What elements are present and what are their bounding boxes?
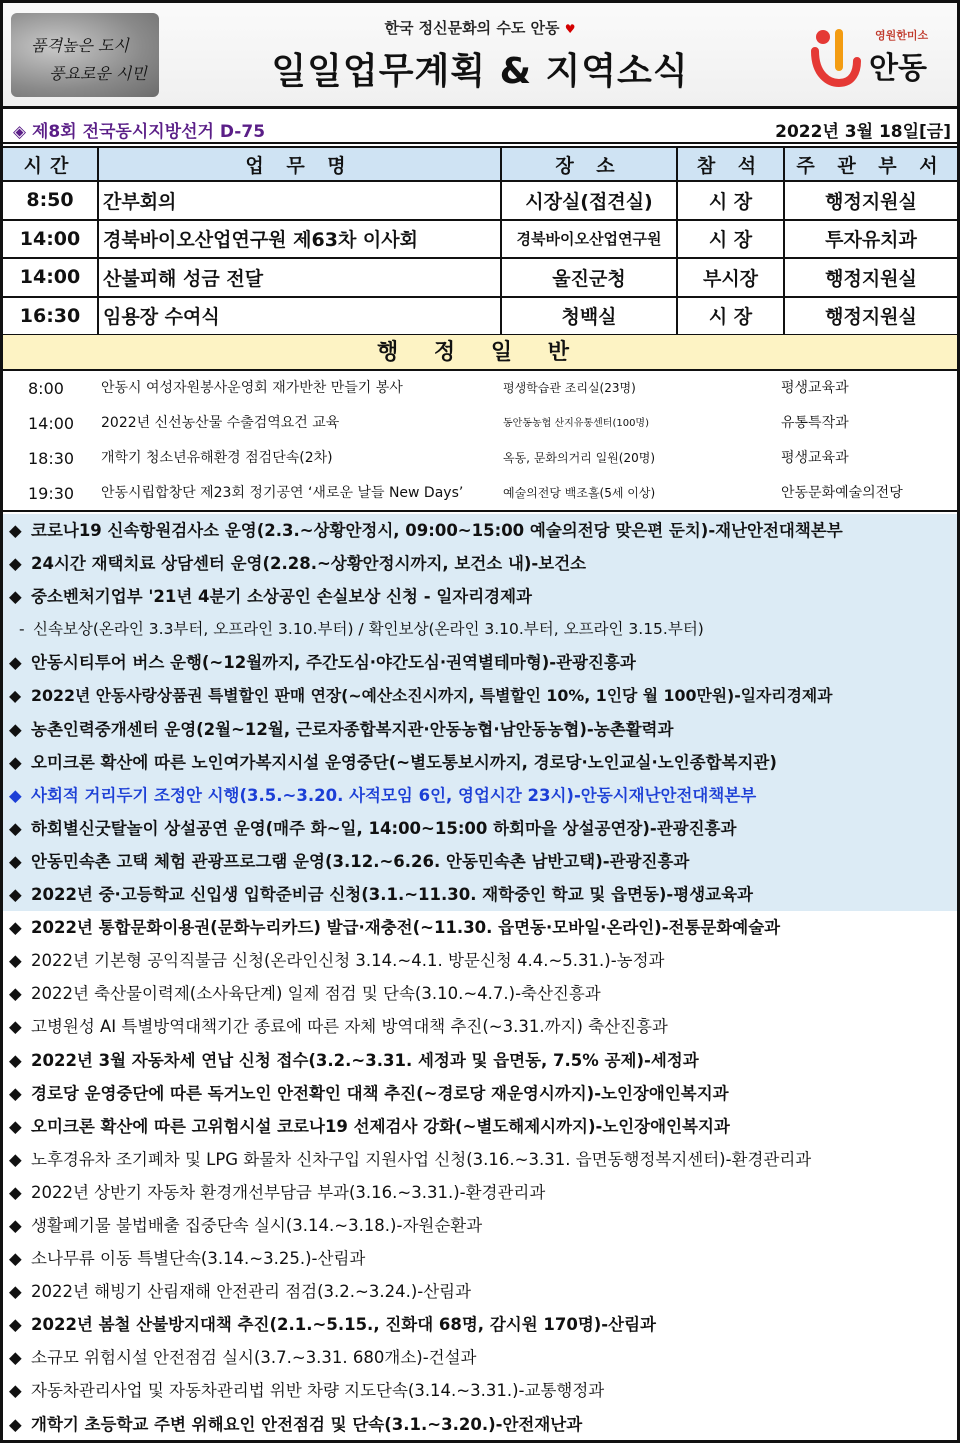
admin-time: 18:30 xyxy=(28,449,75,468)
schedule-time: 8:50 xyxy=(3,181,98,220)
andong-logo xyxy=(809,23,949,93)
notice-item xyxy=(3,812,957,845)
admin-list xyxy=(3,371,957,512)
notice-text: 하회별신굿탈놀이 상설공연 운영(매주 화~일, 14:00~15:00 하회마을 상설공연장)-관광진흥과 xyxy=(31,818,737,838)
notice-item xyxy=(3,1110,957,1143)
admin-place: 옥동, 문화의거리 일원(20명) xyxy=(503,451,655,465)
diamond-bullet-icon: ◆ xyxy=(9,1017,22,1037)
notice-list xyxy=(3,514,957,1441)
notice-text: 2022년 통합문화이용권(문화누리카드) 발급·재충전(~11.30. 읍면동·모바일·온라인)-전통문화예술과 xyxy=(31,918,781,938)
diamond-bullet-icon: ◆ xyxy=(9,1116,22,1136)
notice-item xyxy=(3,911,957,944)
diamond-bullet-icon: ◆ xyxy=(9,1315,22,1335)
election-countdown: ◈ 제8회 전국동시지방선거 D-75 xyxy=(13,122,266,142)
admin-dept: 안동문화예술의전당 xyxy=(781,485,903,501)
header-attendee: 참 석 xyxy=(677,147,784,181)
diamond-bullet-icon: ◆ xyxy=(9,719,22,739)
notice-item xyxy=(3,679,957,712)
schedule-header-row xyxy=(3,147,957,181)
andong-logo-icon xyxy=(809,27,861,89)
admin-place: 평생학습관 조리실(23명) xyxy=(503,381,636,395)
schedule-place: 청백실 xyxy=(501,297,677,336)
header-time: 시간 xyxy=(3,147,98,181)
schedule-time: 14:00 xyxy=(3,220,98,259)
notice-item xyxy=(3,1242,957,1275)
notice-item xyxy=(3,1044,957,1077)
schedule-task: 경북바이오산업연구원 제63차 이사회 xyxy=(98,220,501,259)
schedule-task: 산불피해 성금 전달 xyxy=(98,258,501,297)
schedule-attendee: 시 장 xyxy=(677,220,784,259)
notice-item xyxy=(3,1077,957,1110)
diamond-bullet-icon: ◆ xyxy=(9,1348,22,1368)
diamond-bullet-icon: ◆ xyxy=(9,984,22,1004)
notice-text: 중소벤처기업부 '21년 4분기 소상공인 손실보상 신청 - 일자리경제과 xyxy=(31,587,532,607)
admin-name: 안동시립합창단 제23회 정기공연 ‘새로운 날들 New Days’ xyxy=(101,485,464,501)
notice-item xyxy=(3,746,957,779)
schedule-place: 경북바이오산업연구원 xyxy=(501,220,677,259)
slogan-line-2: 풍요로운 시민 xyxy=(49,64,147,83)
notice-text: 2022년 해빙기 산림재해 안전관리 점검(3.2.~3.24.)-산림과 xyxy=(31,1282,472,1302)
notice-text: 농촌인력중개센터 운영(2월~12월, 근로자종합복지관·안동농협·남안동농협)-농촌활력과 xyxy=(31,719,674,739)
schedule-attendee: 시 장 xyxy=(677,181,784,220)
schedule-table xyxy=(3,146,957,336)
notice-item xyxy=(3,1408,957,1441)
diamond-bullet-icon: ◆ xyxy=(9,951,22,971)
schedule-attendee: 부시장 xyxy=(677,258,784,297)
notice-text: 오미크론 확산에 따른 고위험시설 코로나19 선제검사 강화(~별도해제시까지)-노인장애인복지과 xyxy=(31,1116,730,1136)
notice-item xyxy=(3,514,957,547)
schedule-time: 14:00 xyxy=(3,258,98,297)
diamond-bullet-icon: ◆ xyxy=(9,1381,22,1401)
admin-dept: 유통특작과 xyxy=(781,415,849,431)
notice-item xyxy=(3,845,957,878)
notice-text: 소나무류 이동 특별단속(3.14.~3.25.)-산림과 xyxy=(31,1249,366,1269)
schedule-attendee: 시 장 xyxy=(677,297,784,336)
header-dept: 주 관 부 서 xyxy=(784,147,957,181)
notice-item xyxy=(3,1143,957,1176)
notice-item xyxy=(3,646,957,679)
notice-text: 2022년 봄철 산불방지대책 추진(2.1.~5.15., 진화대 68명, 감시원 170명)-산림과 xyxy=(31,1315,656,1335)
notice-text: 안동민속촌 고택 체험 관광프로그램 운영(3.12.~6.26. 안동민속촌 남반고택)-관광진흥과 xyxy=(31,851,690,871)
diamond-bullet-icon: ◆ xyxy=(9,752,22,772)
schedule-dept: 투자유치과 xyxy=(784,220,957,259)
notice-item xyxy=(3,878,957,911)
notice-text: 사회적 거리두기 조정안 시행(3.5.~3.20. 사적모임 6인, 영업시간 23시)-안동시재난안전대책본부 xyxy=(31,785,757,805)
slogan-line-1: 품격높은 도시 xyxy=(31,36,129,55)
schedule-task: 간부회의 xyxy=(98,181,501,220)
admin-dept: 평생교육과 xyxy=(781,450,849,466)
admin-time: 14:00 xyxy=(28,414,75,433)
notice-text: 2022년 기본형 공익직불금 신청(온라인신청 3.14.~4.1. 방문신청 4.4.~5.31.)-농정과 xyxy=(31,951,665,971)
notice-text: 안동시티투어 버스 운행(~12월까지, 주간도심·야간도심·권역별테마형)-관광진흥과 xyxy=(31,653,636,673)
diamond-bullet-icon: ◆ xyxy=(9,851,22,871)
notice-text: 노후경유차 조기폐차 및 LPG 화물차 신차구입 지원사업 신청(3.16.~3.31. 읍면동행정복지센터)-환경관리과 xyxy=(31,1149,812,1169)
diamond-bullet-icon: ◆ xyxy=(9,1182,22,1202)
notice-sub-item xyxy=(3,613,957,646)
schedule-place: 시장실(접견실) xyxy=(501,181,677,220)
notice-text: 생활폐기물 불법배출 집중단속 실시(3.14.~3.18.)-자원순환과 xyxy=(31,1215,483,1235)
notice-item xyxy=(3,977,957,1010)
document-date: 2022년 3월 18일[금] xyxy=(775,122,951,142)
diamond-bullet-icon: ◆ xyxy=(9,653,22,673)
notice-text: 경로당 운영중단에 따른 독거노인 안전확인 대책 추진(~경로당 재운영시까지)-노인장애인복지과 xyxy=(31,1083,729,1103)
admin-place: 예술의전당 백조홀(5세 이상) xyxy=(503,486,656,500)
notice-text: 개학기 초등학교 주변 위해요인 안전점검 및 단속(3.1.~3.20.)-안전재난과 xyxy=(31,1414,583,1434)
dash-bullet-icon: - xyxy=(19,620,25,639)
logo-tagline: 영원한미소 xyxy=(875,29,929,42)
notice-text: 소규모 위험시설 안전점검 실시(3.7.~3.31. 680개소)-건설과 xyxy=(31,1348,477,1368)
subtitle-text: 한국 정신문화의 수도 안동 xyxy=(384,19,560,37)
schedule-dept: 행정지원실 xyxy=(784,258,957,297)
notice-item xyxy=(3,547,957,580)
admin-time: 19:30 xyxy=(28,484,75,503)
admin-place: 동안동농협 산지유통센터(100명) xyxy=(503,418,649,429)
schedule-dept: 행정지원실 xyxy=(784,297,957,336)
diamond-bullet-icon: ◆ xyxy=(9,521,22,540)
notice-text: 신속보상(온라인 3.3부터, 오프라인 3.10.부터) / 확인보상(온라인 3.10.부터, 오프라인 3.15.부터) xyxy=(33,620,704,639)
notice-text: 코로나19 신속항원검사소 운영(2.3.~상황안정시, 09:00~15:00 예술의전당 맞은편 둔치)-재난안전대책본부 xyxy=(31,521,843,540)
diamond-bullet-icon: ◆ xyxy=(9,885,22,905)
diamond-bullet-icon: ◆ xyxy=(9,1083,22,1103)
notice-item-highlighted xyxy=(3,779,957,812)
schedule-row xyxy=(3,258,957,297)
info-bar xyxy=(3,112,957,144)
diamond-bullet-icon: ◆ xyxy=(9,554,22,574)
diamond-bullet-icon: ◆ xyxy=(9,818,22,838)
notice-item xyxy=(3,1209,957,1242)
admin-row xyxy=(3,441,957,476)
diamond-bullet-icon: ◆ xyxy=(9,1215,22,1235)
header-place: 장 소 xyxy=(501,147,677,181)
diamond-bullet-icon: ◆ xyxy=(9,1149,22,1169)
heart-icon: ♥ xyxy=(564,22,576,36)
schedule-place: 울진군청 xyxy=(501,258,677,297)
admin-name: 개학기 청소년유해환경 점검단속(2차) xyxy=(101,450,333,466)
notice-item xyxy=(3,713,957,746)
logo-city-name: 안동 xyxy=(869,51,927,86)
notice-text: 자동차관리사업 및 자동차관리법 위반 차량 지도단속(3.14.~3.31.)-교통행정과 xyxy=(31,1381,605,1401)
diamond-bullet-icon: ◆ xyxy=(9,1282,22,1302)
diamond-bullet-icon: ◆ xyxy=(9,686,22,706)
admin-row xyxy=(3,476,957,511)
diamond-bullet-icon: ◆ xyxy=(9,1414,22,1434)
admin-row xyxy=(3,406,957,441)
notice-text: 고병원성 AI 특별방역대책기간 종료에 따른 자체 방역대책 추진(~3.31.까지) 축산진흥과 xyxy=(31,1017,668,1037)
notice-item xyxy=(3,580,957,613)
notice-item xyxy=(3,1010,957,1043)
schedule-row xyxy=(3,181,957,220)
notice-item xyxy=(3,1176,957,1209)
schedule-task: 임용장 수여식 xyxy=(98,297,501,336)
schedule-time: 16:30 xyxy=(3,297,98,336)
schedule-dept: 행정지원실 xyxy=(784,181,957,220)
notice-text: 2022년 축산물이력제(소사육단계) 일제 점검 및 단속(3.10.~4.7.)-축산진흥과 xyxy=(31,984,601,1004)
notice-text: 2022년 안동사랑상품권 특별할인 판매 연장(~예산소진시까지, 특별할인 10%, 1인당 월 100만원)-일자리경제과 xyxy=(31,686,833,706)
diamond-bullet-icon: ◆ xyxy=(9,587,22,607)
header-task: 업 무 명 xyxy=(98,147,501,181)
admin-time: 8:00 xyxy=(28,379,64,398)
notice-item xyxy=(3,1374,957,1407)
page-header xyxy=(3,3,957,109)
diamond-bullet-icon: ◆ xyxy=(9,1050,22,1070)
notice-text: 24시간 재택치료 상담센터 운영(2.28.~상황안정시까지, 보건소 내)-보건소 xyxy=(31,554,587,574)
notice-item xyxy=(3,1341,957,1374)
notice-text: 2022년 상반기 자동차 환경개선부담금 부과(3.16.~3.31.)-환경관리과 xyxy=(31,1182,546,1202)
notice-item xyxy=(3,944,957,977)
schedule-row xyxy=(3,220,957,259)
notice-item xyxy=(3,1308,957,1341)
notice-text: 2022년 3월 자동차세 연납 신청 접수(3.2.~3.31. 세정과 및 읍면동, 7.5% 공제)-세정과 xyxy=(31,1050,699,1070)
diamond-bullet-icon: ◆ xyxy=(9,918,22,938)
admin-section-title: 행 정 일 반 xyxy=(3,335,957,371)
admin-row xyxy=(3,371,957,406)
schedule-row xyxy=(3,297,957,336)
page-title: 일일업무계획 & 지역소식 xyxy=(271,51,689,92)
notice-item xyxy=(3,1275,957,1308)
notice-text: 2022년 중·고등학교 신입생 입학준비금 신청(3.1.~11.30. 재학중인 학교 및 읍면동)-평생교육과 xyxy=(31,885,753,905)
admin-name: 안동시 여성자원봉사운영회 재가반찬 만들기 봉사 xyxy=(101,380,403,396)
admin-name: 2022년 신선농산물 수출검역요건 교육 xyxy=(101,415,340,431)
diamond-bullet-icon: ◆ xyxy=(9,785,22,805)
admin-dept: 평생교육과 xyxy=(781,380,849,396)
notice-text: 오미크론 확산에 따른 노인여가복지시설 운영중단(~별도통보시까지, 경로당·노인교실·노인종합복지관) xyxy=(31,752,777,772)
diamond-bullet-icon: ◆ xyxy=(9,1249,22,1269)
